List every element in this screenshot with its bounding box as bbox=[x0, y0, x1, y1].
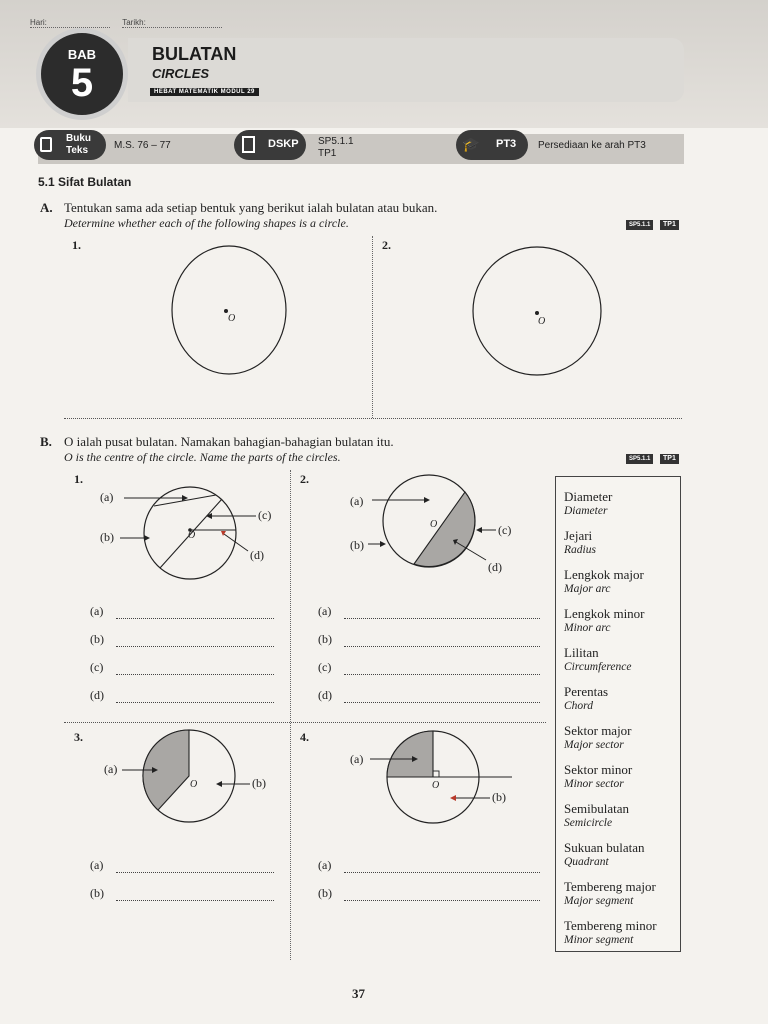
b4-arrowhead-b bbox=[450, 795, 456, 801]
pt3-text: Persediaan ke arah PT3 bbox=[538, 140, 646, 151]
b1-answer-a-label: (a) bbox=[90, 604, 104, 618]
hari-label: Hari: bbox=[30, 18, 110, 28]
b1-answer-c-label: (c) bbox=[90, 660, 104, 674]
chapter-title: BULATAN bbox=[152, 44, 237, 64]
b1-center-label: O bbox=[188, 530, 196, 541]
word-bank-item: Sektor major Major sector bbox=[564, 723, 632, 751]
b1-arrowhead-b bbox=[144, 535, 150, 541]
word-bank-item: Perentas Chord bbox=[564, 684, 609, 712]
b2-answer-b-label: (b) bbox=[318, 632, 332, 646]
b2-number: 2. bbox=[300, 472, 309, 486]
word-bank-item: Tembereng minor Minor segment bbox=[564, 918, 657, 946]
b1-answer-d-line[interactable] bbox=[116, 702, 274, 703]
chapter-number: 5 bbox=[70, 61, 94, 105]
dskp-code-2: TP1 bbox=[318, 148, 337, 159]
b2-center-label: O bbox=[430, 519, 438, 530]
b4-right-angle-mark bbox=[433, 771, 439, 777]
b2-answer-d-label: (d) bbox=[318, 688, 332, 702]
b4-label-a: (a) bbox=[350, 752, 364, 766]
b2-arrowhead-b bbox=[380, 541, 386, 547]
b4-answer-b-line[interactable] bbox=[344, 900, 540, 901]
part-a-center-label-2: O bbox=[538, 316, 546, 327]
part-a-item-1: 1. bbox=[72, 238, 81, 252]
part-a-sp-tag: SP5.1.1 bbox=[626, 220, 653, 230]
pt3-label: PT3 bbox=[496, 138, 517, 150]
part-a-tp-tag: TP1 bbox=[660, 220, 679, 230]
b3-number: 3. bbox=[74, 730, 83, 744]
section-title: 5.1 Sifat Bulatan bbox=[38, 175, 132, 189]
graduation-cap-icon: 🎓 bbox=[462, 136, 480, 152]
b4-number: 4. bbox=[300, 730, 309, 744]
b3-answer-b-line[interactable] bbox=[116, 900, 274, 901]
b2-arrowhead-c bbox=[476, 527, 482, 533]
part-a-item-2: 2. bbox=[382, 238, 391, 252]
b2-label-d: (d) bbox=[488, 560, 502, 574]
module-tag: HEBAT MATEMATIK MODUL 29 bbox=[150, 88, 259, 96]
b2-label-b: (b) bbox=[350, 538, 364, 552]
b3-answer-a-line[interactable] bbox=[116, 872, 274, 873]
part-b-row-divider bbox=[64, 722, 546, 723]
part-a-instruction: Tentukan sama ada setiap bentuk yang berikut ialah bulatan atau bukan. bbox=[64, 200, 438, 215]
chapter-subtitle: CIRCLES bbox=[152, 66, 210, 81]
word-bank bbox=[555, 476, 681, 952]
b1-answer-a-line[interactable] bbox=[116, 618, 274, 619]
part-a-letter: A. bbox=[40, 200, 53, 215]
b4-answer-b-label: (b) bbox=[318, 886, 332, 900]
b1-number: 1. bbox=[74, 472, 83, 486]
b3-label-a: (a) bbox=[104, 762, 118, 776]
b4-shaded-quadrant bbox=[387, 731, 433, 777]
b2-arrowhead-a bbox=[424, 497, 430, 503]
b1-label-a: (a) bbox=[100, 490, 114, 504]
tarikh-label: Tarikh: bbox=[122, 18, 222, 28]
b2-answer-c-line[interactable] bbox=[344, 674, 540, 675]
b1-answer-d-label: (d) bbox=[90, 688, 104, 702]
b2-shaded-segment bbox=[414, 492, 475, 566]
b1-answer-b-label: (b) bbox=[90, 632, 104, 646]
word-bank-item: Sektor minor Minor sector bbox=[564, 762, 633, 790]
b2-answer-d-line[interactable] bbox=[344, 702, 540, 703]
part-b-tp-tag: TP1 bbox=[660, 454, 679, 464]
b2-answer-a-line[interactable] bbox=[344, 618, 540, 619]
part-b-instruction-en: O is the centre of the circle. Name the parts of the circles. bbox=[64, 450, 341, 464]
part-b-divider bbox=[290, 470, 291, 960]
b3-answer-a-label: (a) bbox=[90, 858, 104, 872]
b4-label-b: (b) bbox=[492, 790, 506, 804]
word-bank-item: Tembereng major Major segment bbox=[564, 879, 656, 907]
buku-label-2: Teks bbox=[66, 145, 89, 156]
buku-pages: M.S. 76 – 77 bbox=[114, 140, 171, 151]
b3-label-b: (b) bbox=[252, 776, 266, 790]
part-b-letter: B. bbox=[40, 434, 52, 449]
word-bank-item: Lengkok minor Minor arc bbox=[564, 606, 645, 634]
b3-answer-b-label: (b) bbox=[90, 886, 104, 900]
part-a-center-label-1: O bbox=[228, 313, 236, 324]
b2-answer-a-label: (a) bbox=[318, 604, 332, 618]
b1-label-d: (d) bbox=[250, 548, 264, 562]
dskp-code-1: SP5.1.1 bbox=[318, 136, 354, 147]
bab-label: BAB bbox=[67, 47, 97, 62]
b3-arrowhead-b bbox=[216, 781, 222, 787]
buku-label-1: Buku bbox=[66, 133, 91, 144]
part-b-instruction: O ialah pusat bulatan. Namakan bahagian-bahagian bulatan itu. bbox=[64, 434, 394, 449]
part-a-shape-1 bbox=[172, 246, 286, 374]
b2-answer-b-line[interactable] bbox=[344, 646, 540, 647]
b1-answer-c-line[interactable] bbox=[116, 674, 274, 675]
b1-label-b: (b) bbox=[100, 530, 114, 544]
word-bank-item: Lengkok major Major arc bbox=[564, 567, 644, 595]
part-a-instruction-en: Determine whether each of the following shapes is a circle. bbox=[64, 216, 349, 230]
b2-label-c: (c) bbox=[498, 523, 512, 537]
word-bank-item: Sukuan bulatan Quadrant bbox=[564, 840, 645, 868]
b4-answer-a-label: (a) bbox=[318, 858, 332, 872]
word-bank-item: Semibulatan Semicircle bbox=[564, 801, 629, 829]
b1-answer-b-line[interactable] bbox=[116, 646, 274, 647]
page-number: 37 bbox=[352, 986, 365, 1001]
part-b-sp-tag: SP5.1.1 bbox=[626, 454, 653, 464]
part-a-center-dot-2 bbox=[535, 311, 539, 315]
dskp-label: DSKP bbox=[268, 138, 299, 150]
b3-center-label: O bbox=[190, 779, 198, 790]
b2-answer-c-label: (c) bbox=[318, 660, 332, 674]
word-bank-item: Lilitan Circumference bbox=[564, 645, 632, 673]
b2-label-a: (a) bbox=[350, 494, 364, 508]
b4-center-label: O bbox=[432, 780, 440, 791]
b1-label-c: (c) bbox=[258, 508, 272, 522]
b4-answer-a-line[interactable] bbox=[344, 872, 540, 873]
word-bank-item: Diameter Diameter bbox=[564, 489, 613, 517]
word-bank-item: Jejari Radius bbox=[564, 528, 596, 556]
